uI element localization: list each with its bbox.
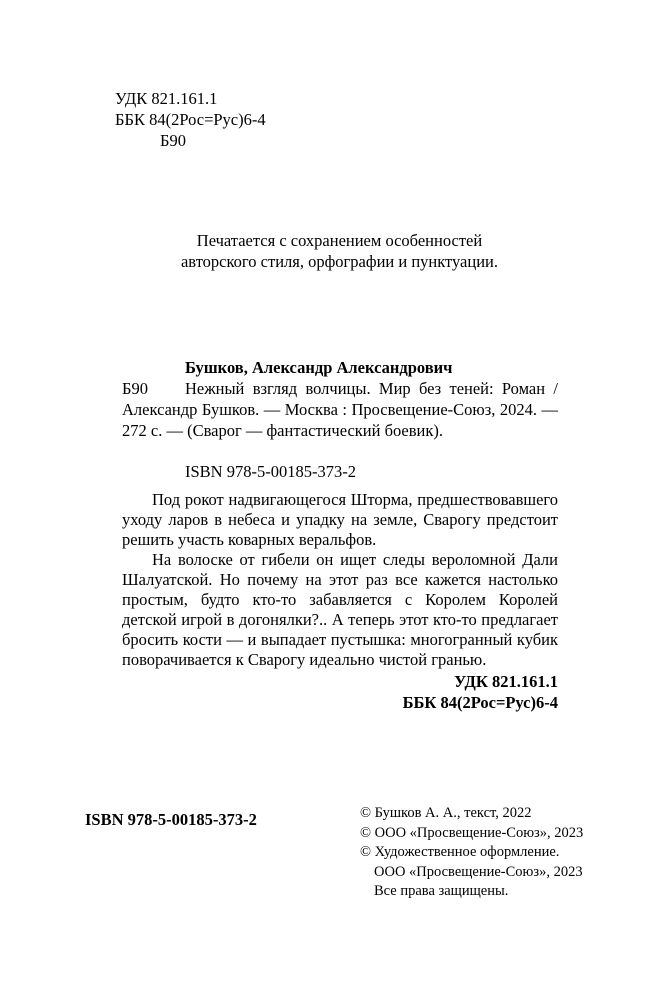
rights-reserved: Все права защищены. <box>374 883 509 899</box>
top-classification-codes <box>115 88 266 151</box>
annotation-paragraph-2: На волоске от гибели он ищет следы вероломной Дали Шалуатской. Но почему на этот раз все кажется настолько простым, будто кто-то забавляется с Королем Королей детской игрой в догонялки?.. А теперь этот кто-то предлагает бросить кости — и выпадает пустышка: многогранный кубик поворачивается к Сварогу идеально чистой гранью. <box>122 550 558 669</box>
isbn-line-footer: ISBN 978-5-00185-373-2 <box>85 810 257 829</box>
author-sign-margin: Б90 <box>122 379 148 398</box>
udk-code-bottom: УДК 821.161.1 <box>454 672 558 691</box>
bibliographic-record <box>122 357 558 441</box>
copyright-author-text: © Бушков А. А., текст, 2022 <box>360 805 532 821</box>
publisher-notice-line1: Печатается с сохранением особенностей <box>196 231 483 250</box>
isbn-line-middle: ISBN 978-5-00185-373-2 <box>185 462 356 481</box>
main-text-block <box>122 357 558 713</box>
copyright-art-design: © Художественное оформление. <box>360 844 560 860</box>
annotation-paragraph-1: Под рокот надвигающегося Шторма, предшествовавшего уходу ларов в небеса и упадку на земле, Сварогу предстоит решить участь коварных веральфов. <box>122 490 558 549</box>
publisher-notice <box>107 230 572 272</box>
udk-code-top: УДК 821.161.1 <box>115 89 218 108</box>
catalog-description: Нежный взгляд волчицы. Мир без теней: Роман / Александр Бушков. — Москва : Просвещение-Союз, 2024. — 272 с. — (Сварог — фантастический боевик). <box>122 379 558 440</box>
copyright-publisher: © ООО «Просвещение-Союз», 2023 <box>360 824 584 841</box>
bottom-classification-codes <box>122 671 558 713</box>
copyright-block <box>360 804 583 902</box>
bbk-code-top: ББК 84(2Рос=Рус)6-4 <box>115 110 266 129</box>
catalog-author: Бушков, Александр Александрович <box>185 358 453 377</box>
bbk-code-bottom: ББК 84(2Рос=Рус)6-4 <box>402 693 558 712</box>
copyright-art-publisher: ООО «Просвещение-Союз», 2023 <box>374 863 583 880</box>
author-sign-top: Б90 <box>160 131 186 150</box>
publisher-notice-line2: авторского стиля, орфографии и пунктуации. <box>180 252 498 271</box>
